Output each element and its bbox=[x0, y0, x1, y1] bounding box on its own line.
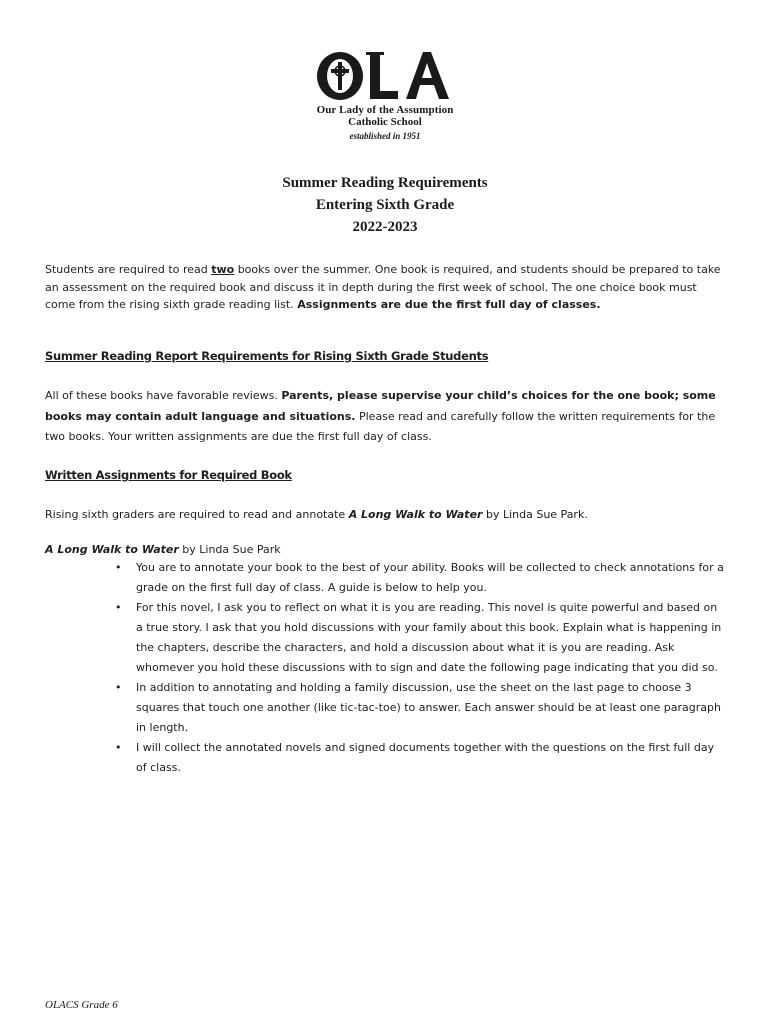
section-heading-report-requirements: Summer Reading Report Requirements for Rising Sixth Grade Students bbox=[45, 349, 489, 363]
reviews-text-1: All of these books have favorable reviews. bbox=[45, 389, 282, 402]
list-item bbox=[115, 678, 727, 738]
intro-text-1: Students are required to read bbox=[45, 263, 212, 276]
logo-established: established in 1951 bbox=[349, 131, 421, 141]
list-item-text: You are to annotate your book to the best of your ability. Books will be collected to check annotations for a grade on the first full day of class. A guide is below to help you. bbox=[136, 561, 724, 594]
bullet-icon: • bbox=[115, 601, 122, 614]
list-item-text: I will collect the annotated novels and signed documents together with the questions on the first full day of class. bbox=[136, 741, 715, 774]
intro-text-2: books over the summer. One book is required, and students should be prepared to take an assessment on the required book and discuss it in depth during the first week of school. The one choice book must come from the rising sixth grade reading list. bbox=[45, 263, 721, 311]
title-line-1: Summer Reading Requirements bbox=[282, 175, 488, 191]
list-item bbox=[115, 598, 727, 678]
title-line-2: Entering Sixth Grade bbox=[315, 197, 455, 213]
book-line-author: by Linda Sue Park bbox=[178, 543, 281, 556]
assignment-list bbox=[115, 558, 727, 778]
document-title bbox=[0, 172, 770, 238]
list-item bbox=[115, 558, 727, 598]
intro-paragraph bbox=[45, 261, 725, 314]
bullet-icon: • bbox=[115, 741, 122, 754]
reviews-paragraph bbox=[45, 386, 730, 448]
title-line-3: 2022-2023 bbox=[352, 219, 418, 235]
book-line-title: A Long Walk to Water bbox=[45, 543, 179, 556]
parent-warning: Parents, please supervise your child’s choices for the one book; some books may contain adult language and situations. bbox=[45, 389, 716, 423]
book-title-line bbox=[45, 541, 281, 558]
bullet-icon: • bbox=[115, 681, 122, 694]
school-logo bbox=[300, 48, 470, 142]
logo-school-name: Our Lady of the Assumption bbox=[316, 104, 454, 116]
list-item-text: In addition to annotating and holding a family discussion, use the sheet on the last page to choose 3 squares that touch one another (like tic-tac-toe) to answer. Each answer should be at least one paragraph in length. bbox=[136, 681, 721, 734]
logo-school-type: Catholic School bbox=[348, 116, 422, 128]
intro-emphasis: two bbox=[211, 263, 235, 276]
intro-deadline: Assignments are due the first full day of classes. bbox=[297, 298, 601, 311]
list-item-text: For this novel, I ask you to reflect on what it is you are reading. This novel is quite powerful and based on a true story. I ask that you hold discussions with your family about this book. Explain what is happening in the chapters, describe the characters, and hold a discussion about what it is you are reading. Ask whomever you hold these discussions with to sign and date the following page indicating that you did so. bbox=[136, 601, 722, 674]
required-text-1: Rising sixth graders are required to read and annotate bbox=[45, 508, 349, 521]
required-book-paragraph bbox=[45, 506, 725, 523]
list-item bbox=[115, 738, 727, 778]
reviews-text-2: Please read and carefully follow the written requirements for the two books. Your written assignments are due the first full day of class. bbox=[45, 409, 716, 443]
ola-logo-mark bbox=[300, 48, 470, 102]
bullet-icon: • bbox=[115, 561, 122, 574]
required-text-2: by Linda Sue Park. bbox=[482, 508, 588, 521]
required-book-title: A Long Walk to Water bbox=[348, 508, 483, 521]
section-heading-written-assignments: Written Assignments for Required Book bbox=[45, 468, 292, 482]
page-footer: OLACS Grade 6 bbox=[45, 999, 118, 1011]
